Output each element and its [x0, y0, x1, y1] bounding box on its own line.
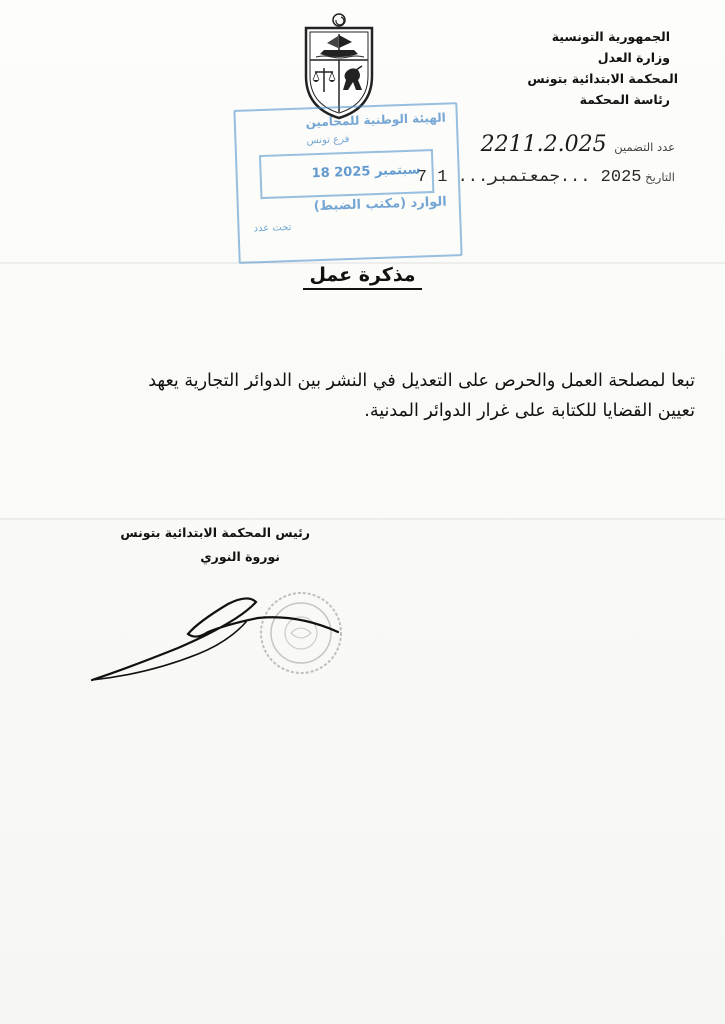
document-body [35, 366, 695, 426]
reference-number: 2211.2.025 [480, 132, 607, 157]
stamp-number-label: تحت عدد [253, 222, 292, 235]
handwritten-signature-icon [88, 588, 348, 698]
body-paragraph: تعيين القضايا للكتابة على غرار الدوائر المدنية. [364, 401, 695, 421]
reception-stamp [233, 102, 462, 264]
stamp-branch: فرع تونس [306, 133, 350, 147]
stamp-date-box [259, 149, 434, 199]
court-name: المحكمة الابتدائية بتونس [527, 71, 678, 86]
reference-row [481, 132, 675, 157]
date-label: التاريخ [645, 170, 675, 184]
signatory-name: نوروة النوري [200, 549, 280, 564]
letterhead [440, 26, 678, 110]
body-paragraph: تبعا لمصلحة العمل والحرص على التعديل في النشر بين الدوائر التجارية يعهد [148, 371, 695, 391]
document-title [0, 264, 725, 286]
stamp-org-name: الهيئة الوطنية للمحامين [305, 110, 447, 130]
stamp-date: 18 سبتمبر 2025 [311, 162, 421, 182]
signatory-block [70, 520, 310, 568]
document-title-text: مذكرة عمل [303, 264, 421, 290]
stamp-office: الوارد (مكتب الضبط) [313, 194, 447, 215]
date-value: 2025 ...جمعتمبر... 1 7 [416, 168, 642, 187]
country-name: الجمهورية التونسية [551, 29, 670, 44]
signatory-title: رئيس المحكمة الابتدائية بتونس [120, 525, 310, 540]
office-name: رئاسة المحكمة [579, 92, 670, 107]
ministry-name: وزارة العدل [597, 50, 670, 65]
reference-label: عدد التضمين [614, 140, 675, 154]
